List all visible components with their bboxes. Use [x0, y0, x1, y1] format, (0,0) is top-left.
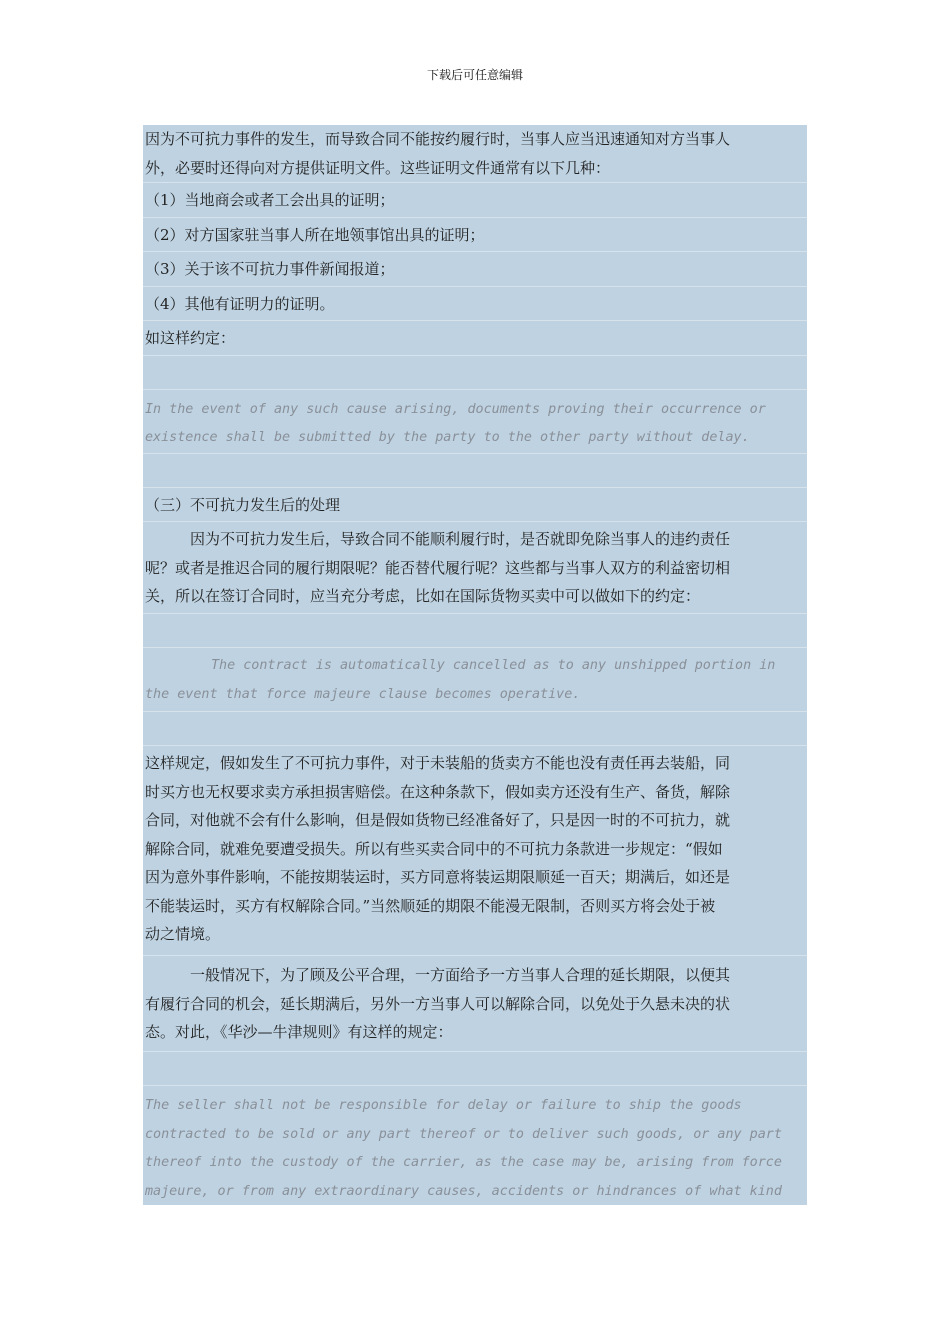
paragraph-line: 因为不可抗力事件的发生，而导致合同不能按约履行时，当事人应当迅速通知对方当事人 — [145, 130, 731, 148]
english-line: In the event of any such cause arising, documents proving their occurrence or — [145, 401, 766, 417]
english-clause-warsaw-oxford — [143, 1086, 807, 1205]
paragraph-handling — [143, 522, 807, 614]
section-title: （三）不可抗力发生后的处理 — [143, 488, 807, 523]
paragraph-line: 不能装运时，买方有权解除合同。”当然顺延的期限不能漫无限制，否则买方将会处于被 — [145, 896, 716, 915]
english-line: majeure, or from any extraordinary causes, accidents or hindrances of what kind — [145, 1183, 782, 1199]
list-item-1: （1）当地商会或者工会出具的证明； — [143, 183, 807, 218]
paragraph-line: 关，所以在签订合同时，应当充分考虑，比如在国际货物买卖中可以做如下的约定： — [145, 587, 701, 605]
agreement-lead: 如这样约定： — [143, 321, 807, 356]
english-line: thereof into the custody of the carrier, as the case may be, arising from force — [145, 1155, 782, 1170]
document-body — [143, 125, 807, 1205]
paragraph-line: 合同，对他就不会有什么影响，但是假如货物已经准备好了，只是因一时的不可抗力，就 — [145, 811, 731, 829]
paragraph-line: 因为意外事件影响，不能按期装运时，买方同意将装运期限顺延一百天；期满后，如还是 — [145, 868, 731, 886]
paragraph-notice — [143, 125, 807, 183]
paragraph-fairness — [143, 956, 807, 1052]
blank-row — [143, 356, 807, 390]
paragraph-line: 一般情况下，为了顾及公平合理，一方面给予一方当事人合理的延长期限，以便其 — [190, 966, 731, 984]
blank-row — [143, 1052, 807, 1086]
paragraph-explanation — [143, 746, 807, 956]
english-clause-evidence — [143, 390, 807, 454]
paragraph-line: 这样规定，假如发生了不可抗力事件，对于未装船的货卖方不能也没有责任再去装船，同 — [145, 754, 731, 772]
blank-row — [143, 712, 807, 746]
paragraph-line: 动之情境。 — [145, 925, 221, 943]
paragraph-line: 态。对此，《华沙—牛津规则》有这样的规定： — [145, 1023, 453, 1041]
english-line: existence shall be submitted by the party to the other party without delay. — [145, 430, 750, 445]
paragraph-line: 外，必要时还得向对方提供证明文件。这些证明文件通常有以下几种： — [145, 158, 611, 177]
english-clause-cancel — [143, 648, 807, 712]
english-line: the event that force majeure clause becomes operative. — [145, 686, 581, 702]
blank-row — [143, 614, 807, 648]
english-line: contracted to be sold or any part thereof or to deliver such goods, or any part — [145, 1126, 782, 1142]
list-item-2: （2）对方国家驻当事人所在地领事馆出具的证明； — [143, 218, 807, 253]
paragraph-line: 有履行合同的机会，延长期满后，另外一方当事人可以解除合同，以免处于久悬未决的状 — [145, 994, 731, 1013]
list-item-4: （4）其他有证明力的证明。 — [143, 287, 807, 322]
english-line: The contract is automatically cancelled as to any unshipped portion in — [211, 658, 776, 673]
page-header-note: 下载后可任意编辑 — [426, 68, 523, 82]
paragraph-line: 解除合同，就难免要遭受损失。所以有些买卖合同中的不可抗力条款进一步规定：“假如 — [145, 839, 723, 858]
paragraph-line: 呢？或者是推迟合同的履行期限呢？能否替代履行呢？这些都与当事人双方的利益密切相 — [145, 558, 731, 577]
list-item-3: （3）关于该不可抗力事件新闻报道； — [143, 252, 807, 287]
paragraph-line: 时买方也无权要求卖方承担损害赔偿。在这种条款下，假如卖方还没有生产、备货，解除 — [145, 782, 731, 801]
blank-row — [143, 454, 807, 488]
english-line: The seller shall not be responsible for delay or failure to ship the goods — [145, 1098, 742, 1113]
paragraph-line: 因为不可抗力发生后，导致合同不能顺利履行时，是否就即免除当事人的违约责任 — [190, 530, 731, 548]
